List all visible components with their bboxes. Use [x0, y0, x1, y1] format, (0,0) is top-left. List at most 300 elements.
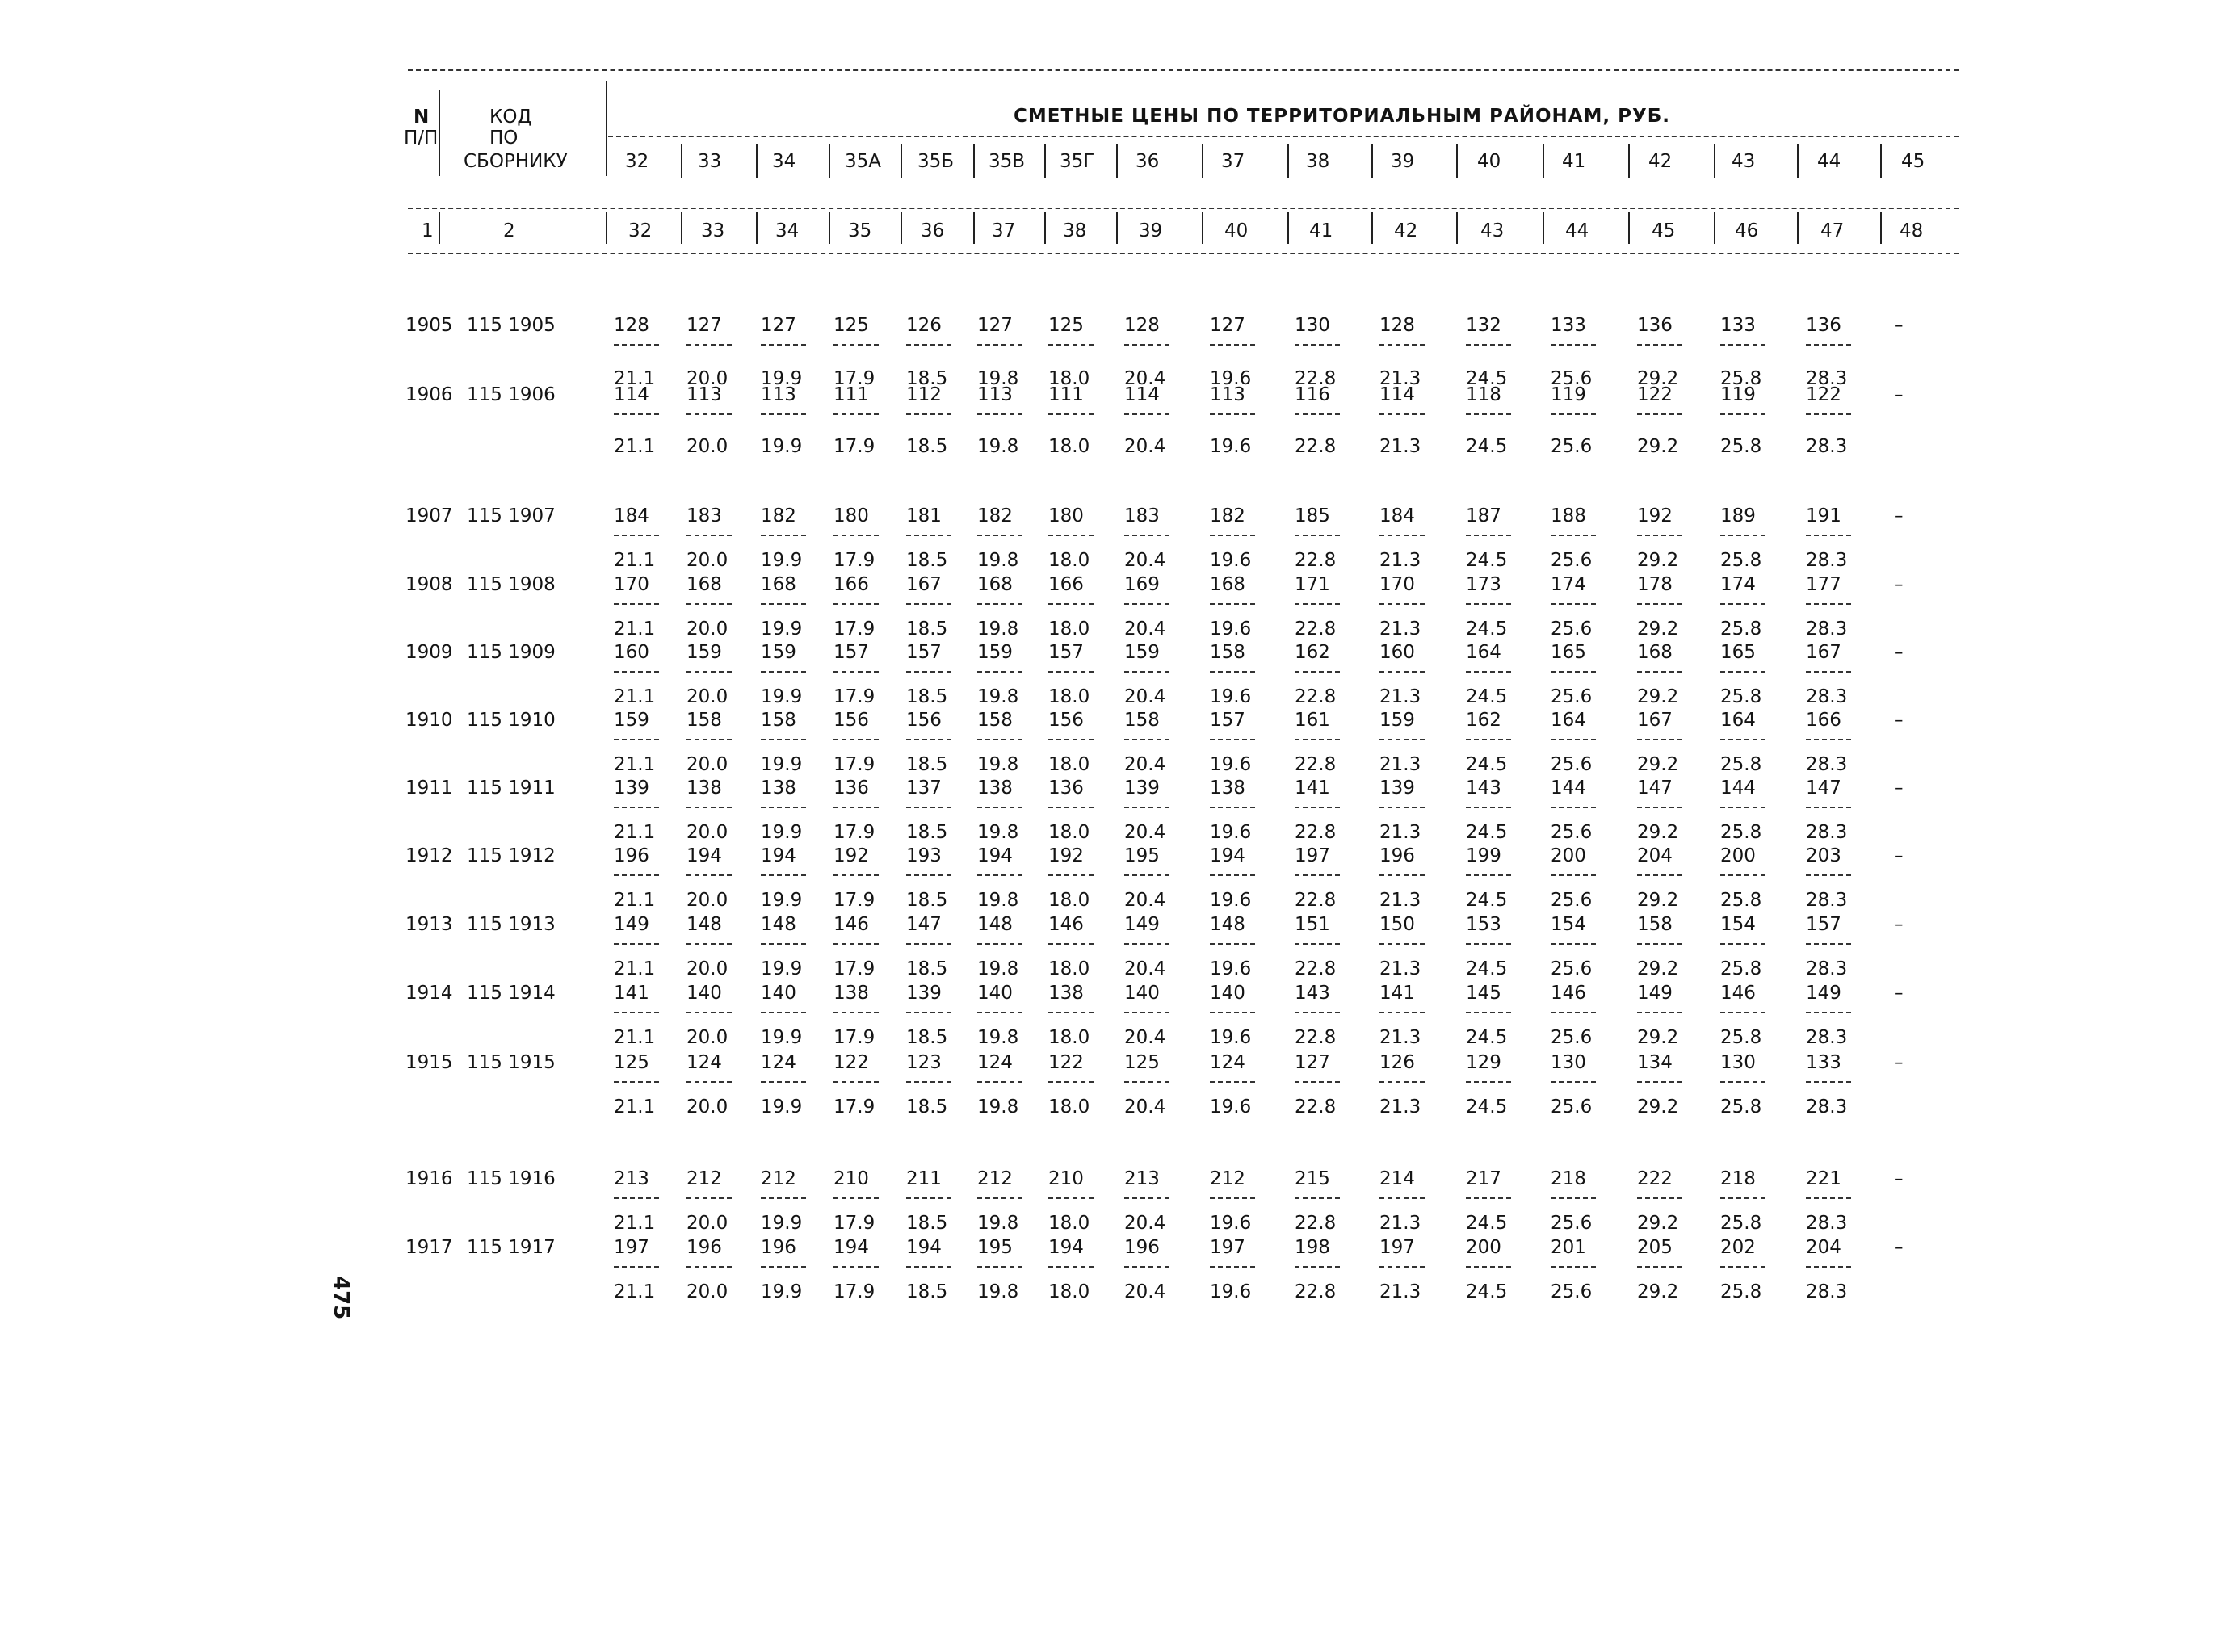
fraction-line	[686, 671, 732, 673]
colnum-divider	[1371, 212, 1373, 244]
index-value: 25.6	[1551, 368, 1593, 389]
price-value: 128	[614, 315, 649, 336]
fraction-line	[977, 1266, 1022, 1268]
index-value: 21.3	[1379, 550, 1421, 571]
header-np-line2: П/П	[404, 128, 439, 149]
index-value: 22.8	[1295, 958, 1337, 979]
header-divider-np	[439, 90, 440, 176]
index-value: 20.0	[686, 436, 728, 457]
last-column-dash: –	[1894, 505, 1904, 526]
price-value: 205	[1637, 1237, 1673, 1258]
fraction-line	[906, 943, 951, 945]
index-value: 24.5	[1466, 754, 1508, 775]
price-value: 180	[1048, 505, 1084, 526]
fraction-line	[1806, 1266, 1851, 1268]
price-value: 156	[906, 710, 942, 731]
region-code: 44	[1817, 151, 1841, 172]
price-value: 138	[761, 778, 796, 799]
fraction-line	[1379, 1081, 1425, 1083]
row-number: 1916	[405, 1168, 453, 1189]
fraction-line	[761, 1012, 806, 1013]
price-value: 200	[1720, 845, 1756, 866]
price-value: 113	[761, 384, 796, 405]
row-code: 115 1915	[467, 1052, 556, 1073]
fraction-line	[977, 874, 1022, 876]
fraction-line	[833, 413, 879, 415]
price-value: 194	[686, 845, 722, 866]
index-value: 19.8	[977, 1213, 1019, 1234]
price-value: 159	[614, 710, 649, 731]
fraction-line	[1637, 413, 1682, 415]
fraction-line	[614, 413, 659, 415]
price-value: 162	[1466, 710, 1501, 731]
price-value: 159	[686, 642, 722, 663]
index-value: 18.0	[1048, 436, 1090, 457]
fraction-line	[1379, 1012, 1425, 1013]
price-value: 133	[1806, 1052, 1841, 1073]
fraction-line	[1048, 1012, 1094, 1013]
index-value: 24.5	[1466, 890, 1508, 911]
index-value: 28.3	[1806, 618, 1848, 639]
fraction-line	[977, 943, 1022, 945]
price-value: 168	[686, 574, 722, 595]
fraction-line	[977, 671, 1022, 673]
index-value: 19.6	[1210, 550, 1252, 571]
index-value: 24.5	[1466, 618, 1508, 639]
price-value: 203	[1806, 845, 1841, 866]
price-value: 124	[686, 1052, 722, 1073]
colnum-divider	[1628, 212, 1630, 244]
price-value: 156	[833, 710, 869, 731]
fraction-line	[1210, 1012, 1255, 1013]
index-value: 24.5	[1466, 822, 1508, 843]
region-code: 33	[698, 151, 722, 172]
index-value: 25.8	[1720, 754, 1762, 775]
index-value: 21.1	[614, 822, 656, 843]
header-bottom-rule	[408, 253, 1959, 254]
index-value: 19.9	[761, 550, 803, 571]
index-value: 21.1	[614, 1027, 656, 1048]
price-value: 185	[1295, 505, 1330, 526]
fraction-line	[686, 535, 732, 536]
fraction-line	[1379, 739, 1425, 740]
price-value: 112	[906, 384, 942, 405]
index-value: 18.0	[1048, 754, 1090, 775]
fraction-line	[1637, 739, 1682, 740]
fraction-line	[1295, 874, 1340, 876]
price-value: 157	[906, 642, 942, 663]
fraction-line	[977, 1081, 1022, 1083]
fraction-line	[1806, 344, 1851, 346]
index-value: 20.4	[1124, 618, 1166, 639]
fraction-line	[1048, 1081, 1094, 1083]
price-value: 147	[906, 914, 942, 935]
fraction-line	[906, 1266, 951, 1268]
fraction-line	[1637, 344, 1682, 346]
index-value: 18.0	[1048, 550, 1090, 571]
fraction-line	[906, 874, 951, 876]
title-rule	[608, 136, 1959, 137]
price-value: 196	[1124, 1237, 1160, 1258]
price-value: 194	[977, 845, 1013, 866]
price-value: 165	[1720, 642, 1756, 663]
index-value: 21.3	[1379, 1281, 1421, 1302]
price-value: 200	[1551, 845, 1586, 866]
region-code: 43	[1732, 151, 1756, 172]
fraction-line	[1048, 807, 1094, 808]
last-column-dash: –	[1894, 574, 1904, 595]
price-value: 184	[1379, 505, 1415, 526]
index-value: 18.0	[1048, 890, 1090, 911]
price-value: 146	[1551, 983, 1586, 1004]
index-value: 25.6	[1551, 436, 1593, 457]
price-value: 204	[1806, 1237, 1841, 1258]
index-value: 17.9	[833, 368, 875, 389]
price-value: 125	[1048, 315, 1084, 336]
price-value: 166	[833, 574, 869, 595]
index-value: 17.9	[833, 686, 875, 707]
index-value: 19.6	[1210, 1213, 1252, 1234]
fraction-line	[1806, 413, 1851, 415]
column-number: 1	[422, 220, 434, 241]
index-value: 19.9	[761, 686, 803, 707]
price-value: 168	[1210, 574, 1245, 595]
header-np-line1: N	[414, 107, 430, 128]
price-value: 114	[1379, 384, 1415, 405]
fraction-line	[1124, 1266, 1169, 1268]
price-value: 164	[1551, 710, 1586, 731]
index-value: 19.6	[1210, 958, 1252, 979]
price-value: 168	[977, 574, 1013, 595]
fraction-line	[1124, 1081, 1169, 1083]
price-value: 212	[1210, 1168, 1245, 1189]
fraction-line	[1551, 413, 1596, 415]
region-code: 40	[1477, 151, 1501, 172]
index-value: 19.9	[761, 436, 803, 457]
index-value: 20.4	[1124, 686, 1166, 707]
colnum-divider	[1543, 212, 1544, 244]
index-value: 18.5	[906, 550, 948, 571]
price-value: 113	[977, 384, 1013, 405]
region-divider	[681, 144, 682, 178]
price-value: 192	[833, 845, 869, 866]
fraction-line	[1720, 671, 1765, 673]
column-number: 42	[1394, 220, 1418, 241]
price-value: 118	[1466, 384, 1501, 405]
index-value: 18.5	[906, 822, 948, 843]
price-value: 222	[1637, 1168, 1673, 1189]
colnum-divider	[606, 212, 607, 244]
index-value: 22.8	[1295, 754, 1337, 775]
fraction-line	[1466, 1266, 1511, 1268]
column-number: 2	[503, 220, 515, 241]
fraction-line	[1210, 413, 1255, 415]
region-code: 35Б	[917, 151, 955, 172]
index-value: 19.8	[977, 550, 1019, 571]
fraction-line	[833, 1081, 879, 1083]
row-number: 1912	[405, 845, 453, 866]
index-value: 29.2	[1637, 754, 1679, 775]
index-value: 19.9	[761, 822, 803, 843]
column-number: 33	[701, 220, 725, 241]
fraction-line	[1720, 739, 1765, 740]
price-value: 124	[977, 1052, 1013, 1073]
index-value: 18.5	[906, 754, 948, 775]
region-divider	[829, 144, 830, 178]
row-code: 115 1917	[467, 1237, 556, 1258]
price-value: 215	[1295, 1168, 1330, 1189]
price-value: 197	[1295, 845, 1330, 866]
fraction-line	[1124, 344, 1169, 346]
price-value: 125	[614, 1052, 649, 1073]
index-value: 19.9	[761, 368, 803, 389]
fraction-line	[1295, 603, 1340, 605]
price-value: 130	[1295, 315, 1330, 336]
index-value: 22.8	[1295, 436, 1337, 457]
fraction-line	[906, 413, 951, 415]
index-value: 22.8	[1295, 822, 1337, 843]
index-value: 19.9	[761, 958, 803, 979]
colnum-divider	[681, 212, 682, 244]
colnum-divider	[973, 212, 975, 244]
price-value: 122	[833, 1052, 869, 1073]
price-value: 138	[833, 983, 869, 1004]
price-value: 111	[833, 384, 869, 405]
fraction-line	[761, 943, 806, 945]
fraction-line	[1048, 874, 1094, 876]
price-value: 128	[1124, 315, 1160, 336]
price-value: 140	[977, 983, 1013, 1004]
index-value: 24.5	[1466, 368, 1508, 389]
fraction-line	[1466, 671, 1511, 673]
index-value: 21.1	[614, 890, 656, 911]
index-value: 29.2	[1637, 550, 1679, 571]
index-value: 21.1	[614, 1096, 656, 1117]
price-value: 113	[1210, 384, 1245, 405]
index-value: 25.6	[1551, 1027, 1593, 1048]
index-value: 22.8	[1295, 618, 1337, 639]
fraction-line	[977, 535, 1022, 536]
row-code: 115 1913	[467, 914, 556, 935]
index-value: 19.8	[977, 1281, 1019, 1302]
index-value: 21.1	[614, 754, 656, 775]
price-value: 113	[686, 384, 722, 405]
price-value: 123	[906, 1052, 942, 1073]
fraction-line	[614, 807, 659, 808]
price-value: 125	[833, 315, 869, 336]
fraction-line	[1379, 1197, 1425, 1199]
index-value: 20.4	[1124, 550, 1166, 571]
index-value: 21.3	[1379, 1096, 1421, 1117]
index-value: 22.8	[1295, 1213, 1337, 1234]
index-value: 28.3	[1806, 1281, 1848, 1302]
price-value: 127	[1295, 1052, 1330, 1073]
price-value: 170	[1379, 574, 1415, 595]
price-value: 144	[1551, 778, 1586, 799]
region-code: 45	[1901, 151, 1925, 172]
price-value: 154	[1720, 914, 1756, 935]
price-value: 214	[1379, 1168, 1415, 1189]
index-value: 20.0	[686, 618, 728, 639]
price-value: 139	[1379, 778, 1415, 799]
region-code: 32	[625, 151, 649, 172]
index-value: 25.6	[1551, 890, 1593, 911]
index-value: 21.3	[1379, 436, 1421, 457]
fraction-line	[1637, 603, 1682, 605]
index-value: 20.0	[686, 1213, 728, 1234]
fraction-line	[977, 1012, 1022, 1013]
index-value: 28.3	[1806, 1096, 1848, 1117]
price-value: 138	[977, 778, 1013, 799]
price-value: 181	[906, 505, 942, 526]
price-value: 193	[906, 845, 942, 866]
price-value: 178	[1637, 574, 1673, 595]
fraction-line	[1466, 943, 1511, 945]
fraction-line	[1295, 671, 1340, 673]
fraction-line	[977, 807, 1022, 808]
index-value: 20.0	[686, 1281, 728, 1302]
region-divider	[1202, 144, 1203, 178]
price-value: 134	[1637, 1052, 1673, 1073]
region-code: 38	[1306, 151, 1330, 172]
price-value: 137	[906, 778, 942, 799]
price-value: 129	[1466, 1052, 1501, 1073]
region-divider	[1797, 144, 1799, 178]
price-value: 149	[614, 914, 649, 935]
region-divider	[1714, 144, 1715, 178]
fraction-line	[686, 603, 732, 605]
price-value: 198	[1295, 1237, 1330, 1258]
index-value: 18.5	[906, 1213, 948, 1234]
last-column-dash: –	[1894, 845, 1904, 866]
region-divider	[1880, 144, 1882, 178]
fraction-line	[1379, 807, 1425, 808]
row-code: 115 1912	[467, 845, 556, 866]
fraction-line	[1720, 413, 1765, 415]
index-value: 20.0	[686, 890, 728, 911]
fraction-line	[906, 671, 951, 673]
price-value: 130	[1551, 1052, 1586, 1073]
index-value: 28.3	[1806, 1027, 1848, 1048]
price-value: 144	[1720, 778, 1756, 799]
fraction-line	[1295, 344, 1340, 346]
index-value: 21.3	[1379, 958, 1421, 979]
price-value: 194	[833, 1237, 869, 1258]
header-code-line1: КОД	[489, 107, 532, 128]
fraction-line	[1720, 603, 1765, 605]
price-value: 159	[1124, 642, 1160, 663]
price-value: 217	[1466, 1168, 1501, 1189]
price-value: 197	[1379, 1237, 1415, 1258]
index-value: 20.4	[1124, 1027, 1166, 1048]
index-value: 24.5	[1466, 1281, 1508, 1302]
index-value: 20.0	[686, 550, 728, 571]
index-value: 22.8	[1295, 368, 1337, 389]
index-value: 21.1	[614, 958, 656, 979]
index-value: 21.3	[1379, 754, 1421, 775]
price-value: 162	[1295, 642, 1330, 663]
price-value: 182	[977, 505, 1013, 526]
index-value: 20.0	[686, 754, 728, 775]
fraction-line	[761, 739, 806, 740]
index-value: 18.5	[906, 1281, 948, 1302]
index-value: 21.3	[1379, 1213, 1421, 1234]
last-column-dash: –	[1894, 642, 1904, 663]
fraction-line	[906, 1081, 951, 1083]
price-value: 151	[1295, 914, 1330, 935]
fraction-line	[1210, 874, 1255, 876]
price-value: 174	[1720, 574, 1756, 595]
price-value: 122	[1048, 1052, 1084, 1073]
index-value: 18.0	[1048, 1281, 1090, 1302]
index-value: 24.5	[1466, 1096, 1508, 1117]
fraction-line	[686, 807, 732, 808]
price-value: 127	[686, 315, 722, 336]
index-value: 25.8	[1720, 1027, 1762, 1048]
region-code: 37	[1221, 151, 1245, 172]
fraction-line	[1124, 874, 1169, 876]
price-value: 218	[1720, 1168, 1756, 1189]
price-value: 170	[614, 574, 649, 595]
row-number: 1914	[405, 983, 453, 1004]
fraction-line	[686, 739, 732, 740]
price-value: 148	[761, 914, 796, 935]
index-value: 20.4	[1124, 890, 1166, 911]
index-value: 20.0	[686, 822, 728, 843]
column-number: 48	[1900, 220, 1924, 241]
price-value: 126	[906, 315, 942, 336]
fraction-line	[1124, 535, 1169, 536]
fraction-line	[1637, 1266, 1682, 1268]
index-value: 17.9	[833, 1213, 875, 1234]
index-value: 19.8	[977, 754, 1019, 775]
fraction-line	[1806, 1081, 1851, 1083]
price-value: 204	[1637, 845, 1673, 866]
fraction-line	[1466, 603, 1511, 605]
price-value: 149	[1124, 914, 1160, 935]
index-value: 25.8	[1720, 550, 1762, 571]
price-value: 182	[1210, 505, 1245, 526]
index-value: 29.2	[1637, 1096, 1679, 1117]
price-value: 211	[906, 1168, 942, 1189]
index-value: 20.4	[1124, 958, 1166, 979]
fraction-line	[1551, 739, 1596, 740]
fraction-line	[1806, 874, 1851, 876]
index-value: 19.8	[977, 686, 1019, 707]
index-value: 28.3	[1806, 368, 1848, 389]
fraction-line	[686, 413, 732, 415]
index-value: 24.5	[1466, 958, 1508, 979]
index-value: 20.4	[1124, 822, 1166, 843]
region-divider	[1543, 144, 1544, 178]
price-value: 114	[1124, 384, 1160, 405]
index-value: 17.9	[833, 436, 875, 457]
fraction-line	[833, 1266, 879, 1268]
region-divider	[1116, 144, 1118, 178]
index-value: 25.6	[1551, 618, 1593, 639]
fraction-line	[1210, 603, 1255, 605]
price-value: 138	[1048, 983, 1084, 1004]
index-value: 19.8	[977, 1096, 1019, 1117]
row-code: 115 1916	[467, 1168, 556, 1189]
row-code: 115 1911	[467, 778, 556, 799]
region-divider	[1628, 144, 1630, 178]
price-value: 143	[1466, 778, 1501, 799]
fraction-line	[761, 535, 806, 536]
fraction-line	[833, 1012, 879, 1013]
price-value: 157	[833, 642, 869, 663]
price-value: 165	[1551, 642, 1586, 663]
